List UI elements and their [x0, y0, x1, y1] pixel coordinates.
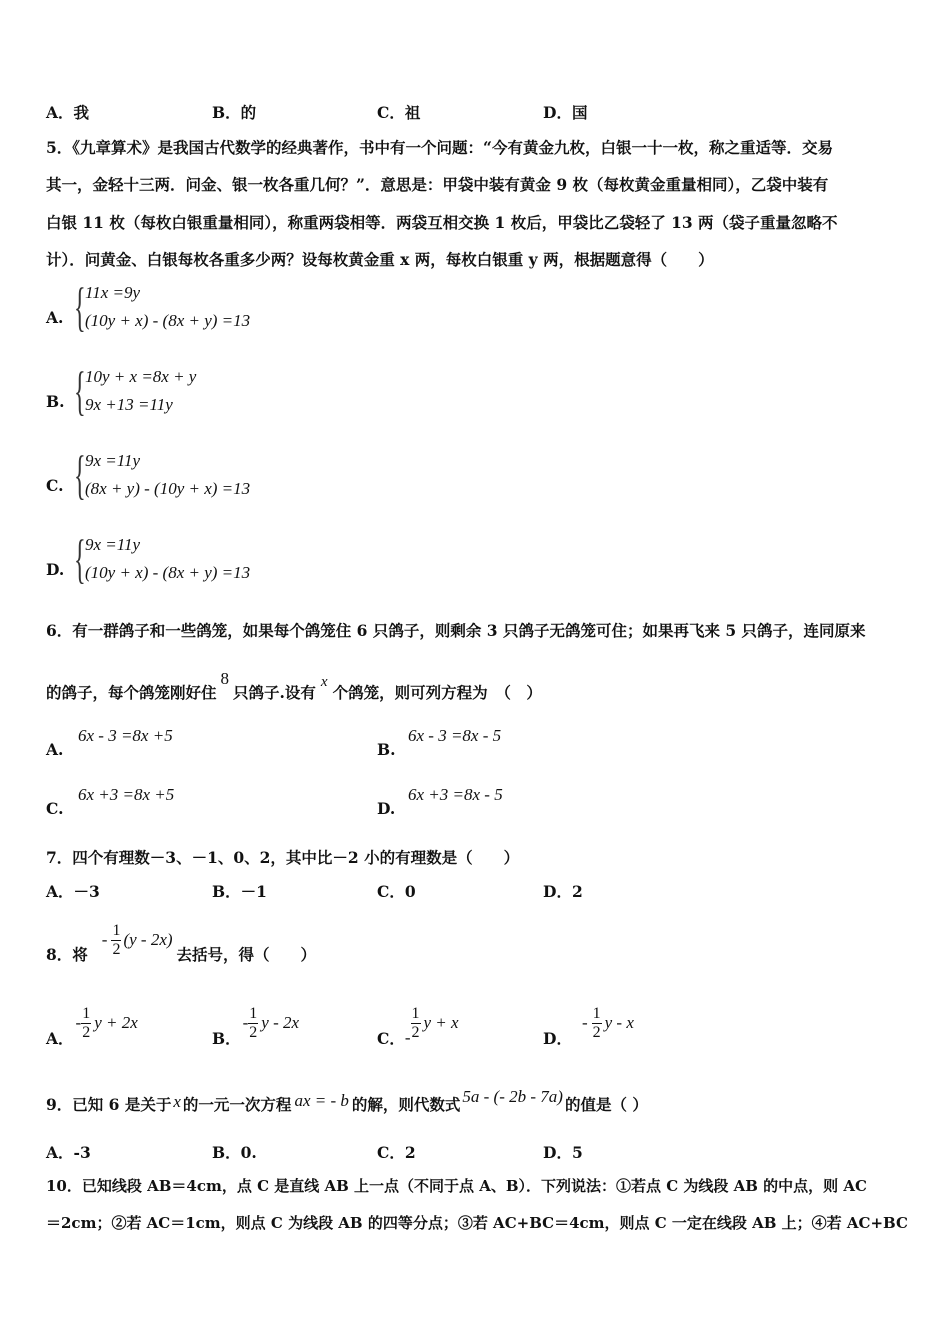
- q8-option-c-rest: y + x: [423, 1013, 459, 1032]
- q8-option-b-num: 1: [249, 1004, 258, 1022]
- q8-option-b-fraction: [248, 1006, 258, 1041]
- q8-option-b-den: 2: [249, 1023, 258, 1041]
- q8-expr-sign: -: [101, 930, 108, 949]
- q4-option-c: C．祖: [377, 103, 421, 122]
- q9-equation: ax = - b: [294, 1091, 349, 1110]
- q8-stem: [46, 915, 316, 965]
- q7-option-c: C．0: [377, 882, 416, 901]
- q5-option-c-eq1: 9x =11y: [85, 451, 141, 470]
- q10-line-2: ＝2cm；②若 AC＝1cm，则点 C 为线段 AB 的四等分点；③若 AC+BC＝4cm，则点 C 一定在线段 AB 上；④若 AC+BC: [46, 1214, 908, 1232]
- q9-option-c: C．2: [377, 1143, 416, 1162]
- q8-option-a-num: 1: [82, 1004, 91, 1022]
- q4-option-a: A．我: [46, 103, 90, 122]
- q6-option-a-label: A.: [46, 740, 64, 759]
- q6-option-c-eq: 6x +3 =8x +5: [78, 785, 175, 804]
- q9-mid2: 的解，则代数式: [351, 1095, 461, 1114]
- q8-option-c-den: 2: [411, 1023, 420, 1041]
- brace-icon: {: [74, 361, 86, 421]
- q8-option-c: [377, 997, 459, 1049]
- q10-line-1: 10．已知线段 AB＝4cm，点 C 是直线 AB 上一点（不同于点 A、B）．下列说法：①若点 C 为线段 AB 的中点，则 AC: [46, 1177, 867, 1195]
- q5-option-d-eq2: (10y + x) - (8x + y) =13: [85, 563, 251, 582]
- q6-line-1: 6．有一群鸽子和一些鸽笼，如果每个鸽笼住 6 只鸽子，则剩余 3 只鸽子无鸽笼可住；如果再飞来 5 只鸽子，连同原来: [46, 621, 866, 640]
- q5-option-b-label: B.: [46, 392, 65, 411]
- q8-expr-fraction: [111, 923, 121, 958]
- q6-option-d-eq: 6x +3 =8x - 5: [408, 785, 503, 804]
- q8-option-d-fraction: [592, 1006, 602, 1041]
- q8-option-c-label: C．: [377, 1029, 405, 1048]
- q8-option-d-rest: y - x: [604, 1013, 634, 1032]
- q8-prefix: 8．将: [46, 945, 88, 964]
- q5-option-b-eq2: 9x +13 =11y: [85, 395, 173, 414]
- q8-option-b-rest: y - 2x: [261, 1013, 300, 1032]
- q9-stem: [46, 1087, 648, 1115]
- q8-option-a-rest: y + 2x: [94, 1013, 138, 1032]
- q5-option-c-eq2: (8x + y) - (10y + x) =13: [85, 479, 251, 498]
- q6-line-2: [46, 669, 542, 703]
- q5-option-b-eq1: 10y + x =8x + y: [85, 367, 197, 386]
- q8-option-b: [212, 997, 299, 1049]
- q5-line-4: 计）．问黄金、白银每枚各重多少两？设每枚黄金重 x 两，每枚白银重 y 两，根据题意得（ ）: [46, 250, 714, 269]
- q9-variable-x: x: [173, 1092, 181, 1111]
- brace-icon: {: [74, 529, 86, 589]
- q6-line-2-part-c: 个鸽笼，则可列方程为 （ ）: [332, 683, 542, 702]
- q7-option-b: B．－1: [212, 882, 267, 901]
- q5-line-3: 白银 11 枚（每枚白银重量相同），称重两袋相等．两袋互相交换 1 枚后，甲袋比乙袋轻了 13 两（袋子重量忽略不: [46, 213, 838, 232]
- q9-prefix: 9．已知 6 是关于: [46, 1095, 172, 1114]
- q6-option-b-eq: 6x - 3 =8x - 5: [408, 726, 502, 745]
- q9-option-d: D．5: [543, 1143, 583, 1162]
- q8-expr-denominator: 2: [112, 940, 121, 958]
- q5-option-a-label: A.: [46, 308, 64, 327]
- q9-option-b: B．0.: [212, 1143, 257, 1162]
- q6-option-c-label: C.: [46, 799, 64, 818]
- q4-option-b: B．的: [212, 103, 257, 122]
- q8-option-d-den: 2: [592, 1023, 601, 1041]
- q5-option-a-eq1: 11x =9y: [85, 283, 141, 302]
- q5-line-2: 其一，金轻十三两．问金、银一枚各重几何？”．意思是：甲袋中装有黄金 9 枚（每枚黄金重量相同），乙袋中装有: [46, 175, 829, 194]
- q8-option-a: [46, 997, 138, 1049]
- q6-line-2-part-b: 只鸽子.设有: [233, 683, 316, 702]
- q7-option-d: D．2: [543, 882, 583, 901]
- q5-option-a-eq2: (10y + x) - (8x + y) =13: [85, 311, 251, 330]
- q8-option-b-label: B．: [212, 1029, 241, 1048]
- q9-mid: 的一元一次方程: [182, 1095, 292, 1114]
- q8-option-a-den: 2: [82, 1023, 91, 1041]
- q6-line-2-part-a: 的鸽子，每个鸽笼刚好住: [46, 683, 217, 702]
- brace-icon: {: [74, 277, 86, 337]
- q6-variable-x: x: [320, 674, 328, 690]
- q8-option-c-sign: -: [404, 1028, 411, 1047]
- q9-expression: 5a - (- 2b - 7a): [462, 1087, 563, 1106]
- q5-line-1: 5．《九章算术》是我国古代数学的经典著作，书中有一个问题：“今有黄金九枚，白银一十一枚，称之重适等．交易: [46, 138, 833, 157]
- q9-suffix: 的值是（ ）: [564, 1095, 648, 1114]
- q6-number-8: 8: [220, 669, 230, 688]
- q6-option-b-label: B.: [377, 740, 396, 759]
- q8-option-a-label: A．: [46, 1029, 74, 1048]
- q8-option-b-sign: -: [242, 1013, 249, 1032]
- q7-option-a: A．－3: [46, 882, 100, 901]
- q6-option-a-eq: 6x - 3 =8x +5: [78, 726, 173, 745]
- q8-option-d: [543, 997, 634, 1049]
- q5-option-d-eq1: 9x =11y: [85, 535, 141, 554]
- q8-option-c-fraction: [411, 1006, 421, 1041]
- q9-option-a: A．-3: [46, 1143, 91, 1162]
- brace-icon: {: [74, 445, 86, 505]
- q6-option-d-label: D.: [377, 799, 396, 818]
- q4-option-d: D．国: [543, 103, 588, 122]
- q8-expr-numerator: 1: [112, 921, 121, 939]
- q8-suffix: 去括号，得（ ）: [176, 945, 317, 964]
- q8-option-a-sign: -: [75, 1013, 82, 1032]
- q8-option-d-label: D．: [543, 1029, 572, 1048]
- q8-option-c-num: 1: [411, 1004, 420, 1022]
- q8-option-d-sign: -: [581, 1013, 588, 1032]
- q5-option-d-label: D.: [46, 560, 65, 579]
- q8-expr-body: (y - 2x): [123, 930, 173, 949]
- q8-option-a-fraction: [81, 1006, 91, 1041]
- q7-text: 7．四个有理数－3、－1、0、2，其中比－2 小的有理数是（ ）: [46, 848, 520, 867]
- q5-option-c-label: C.: [46, 476, 64, 495]
- q8-option-d-num: 1: [592, 1004, 601, 1022]
